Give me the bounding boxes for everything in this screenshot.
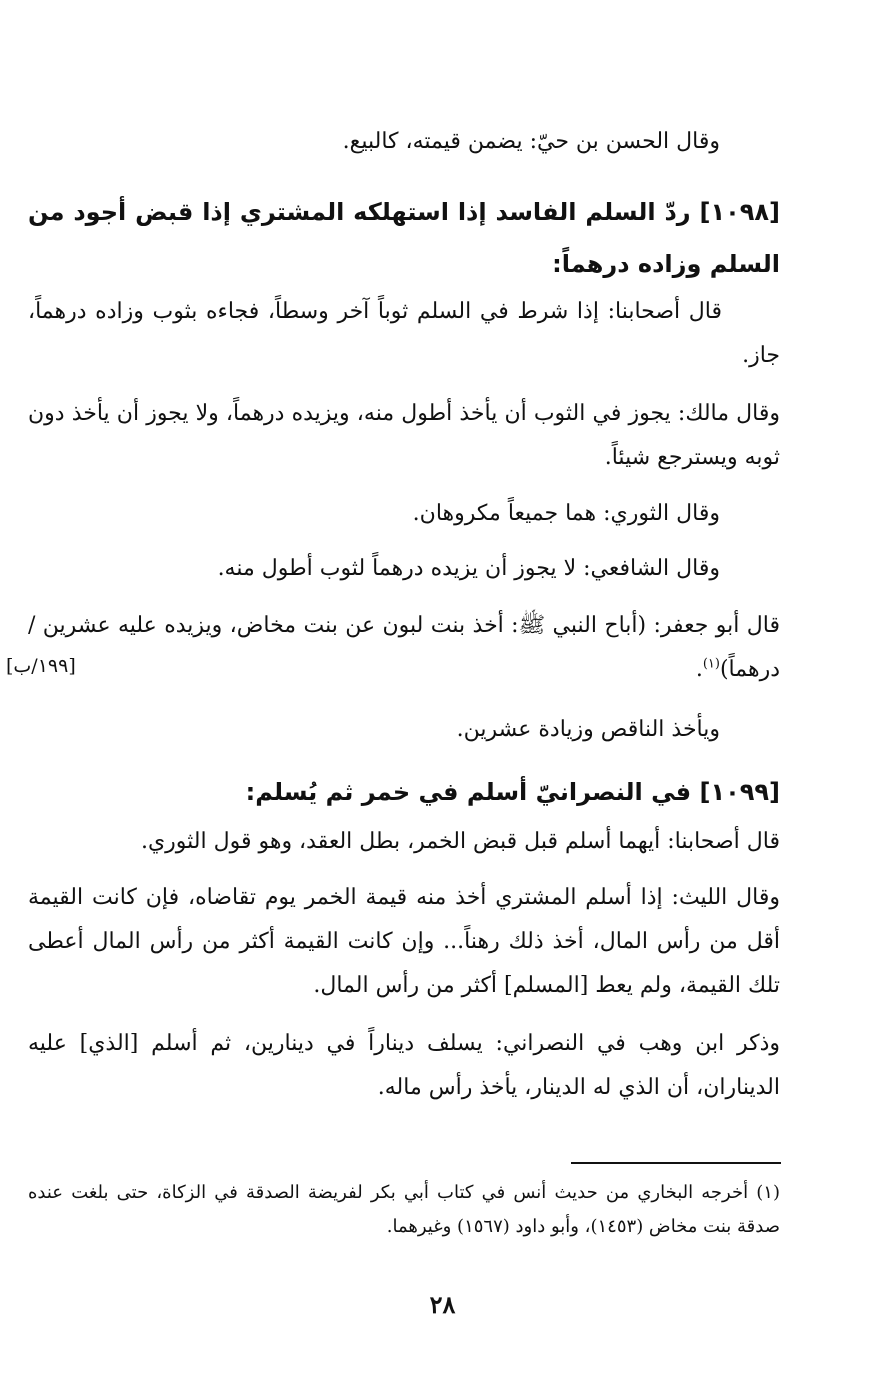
paragraph-ashabuna-1098: [28, 290, 780, 378]
paragraph-text: قال أصحابنا: إذا شرط في السلم ثوباً آخر وسطاً، فجاءه بثوب وزاده درهماً، جاز.: [28, 299, 780, 368]
section-title: ردّ السلم الفاسد إذا استهلكه المشتري إذا قبض أجود من السلم وزاده درهماً:: [28, 198, 780, 278]
footnote-separator: [571, 1162, 781, 1164]
paragraph-layth: [28, 876, 780, 1008]
paragraph-naqis: [450, 708, 720, 752]
paragraph-malik: [28, 392, 780, 480]
paragraph-text: ويأخذ الناقص وزيادة عشرين.: [456, 717, 720, 742]
paragraph-text: قال أصحابنا: أيهما أسلم قبل قبض الخمر، بطل العقد، وهو قول الثوري.: [140, 829, 780, 854]
footnote-reference[interactable]: (١): [702, 656, 720, 672]
paragraph-text: وقال الليث: إذا أسلم المشتري أخذ منه قيمة الخمر يوم تقاضاه، فإن كانت القيمة أقل من رأس المال، أخذ ذلك رهناً... وإن كانت القيمة أكثر من رأس المال أعطى تلك القيمة، ولم يعط [المسلم] أكثر من رأس المال.: [28, 885, 780, 998]
paragraph-shafii: [200, 547, 720, 591]
paragraph-text: وقال مالك: يجوز في الثوب أن يأخذ أطول منه، ويزيده درهماً، ولا يجوز أن يأخذ دون ثوبه ويسترجع شيئاً.: [28, 401, 780, 470]
paragraph-thawri: [380, 492, 720, 536]
section-title: في النصرانيّ أسلم في خمر ثم يُسلم:: [245, 778, 692, 806]
paragraph-hasan-ibn-hayy: [320, 120, 720, 164]
footnote-text: أخرجه البخاري من حديث أنس في كتاب أبي بكر لفريضة الصدقة في الزكاة، حتى بلغت عنده صدقة بنت مخاض (١٤٥٣)، وأبو داود (١٥٦٧) وغيرهما.: [28, 1182, 780, 1237]
manuscript-folio-marker: [١٩٩/ب]: [6, 655, 76, 677]
section-number: [١٠٩٨]: [699, 198, 781, 226]
page-number: ٢٨: [429, 1290, 456, 1319]
paragraph-text: قال أبو جعفر: (أباح النبي ﷺ: أخذ بنت لبون عن بنت مخاض، ويزيده عليه عشرين / درهماً): [28, 613, 780, 682]
paragraph-ashabuna-1099: [28, 820, 780, 864]
section-number: [١٠٩٩]: [699, 778, 780, 806]
paragraph-ibn-wahb: [28, 1022, 780, 1110]
paragraph-text: وقال الحسن بن حيّ: يضمن قيمته، كالبيع.: [342, 129, 720, 154]
footnote-1: [28, 1176, 780, 1244]
footnote-marker: (١): [756, 1182, 780, 1203]
section-heading-1099: [240, 766, 780, 818]
section-heading-1098: [28, 186, 780, 290]
paragraph-text: وذكر ابن وهب في النصراني: يسلف ديناراً في دينارين، ثم أسلم [الذي] عليه الديناران، أن الذي له الدينار، يأخذ رأس ماله.: [28, 1031, 780, 1100]
paragraph-abu-jafar: قال أبو جعفر: (أباح النبي ﷺ: أخذ بنت لبون عن بنت مخاض، ويزيده عليه عشرين / درهماً)$^{(١)}$.: [28, 613, 780, 682]
paragraph-text: وقال الثوري: هما جميعاً مكروهان.: [412, 501, 720, 526]
paragraph-text: وقال الشافعي: لا يجوز أن يزيده درهماً لثوب أطول منه.: [217, 556, 720, 581]
